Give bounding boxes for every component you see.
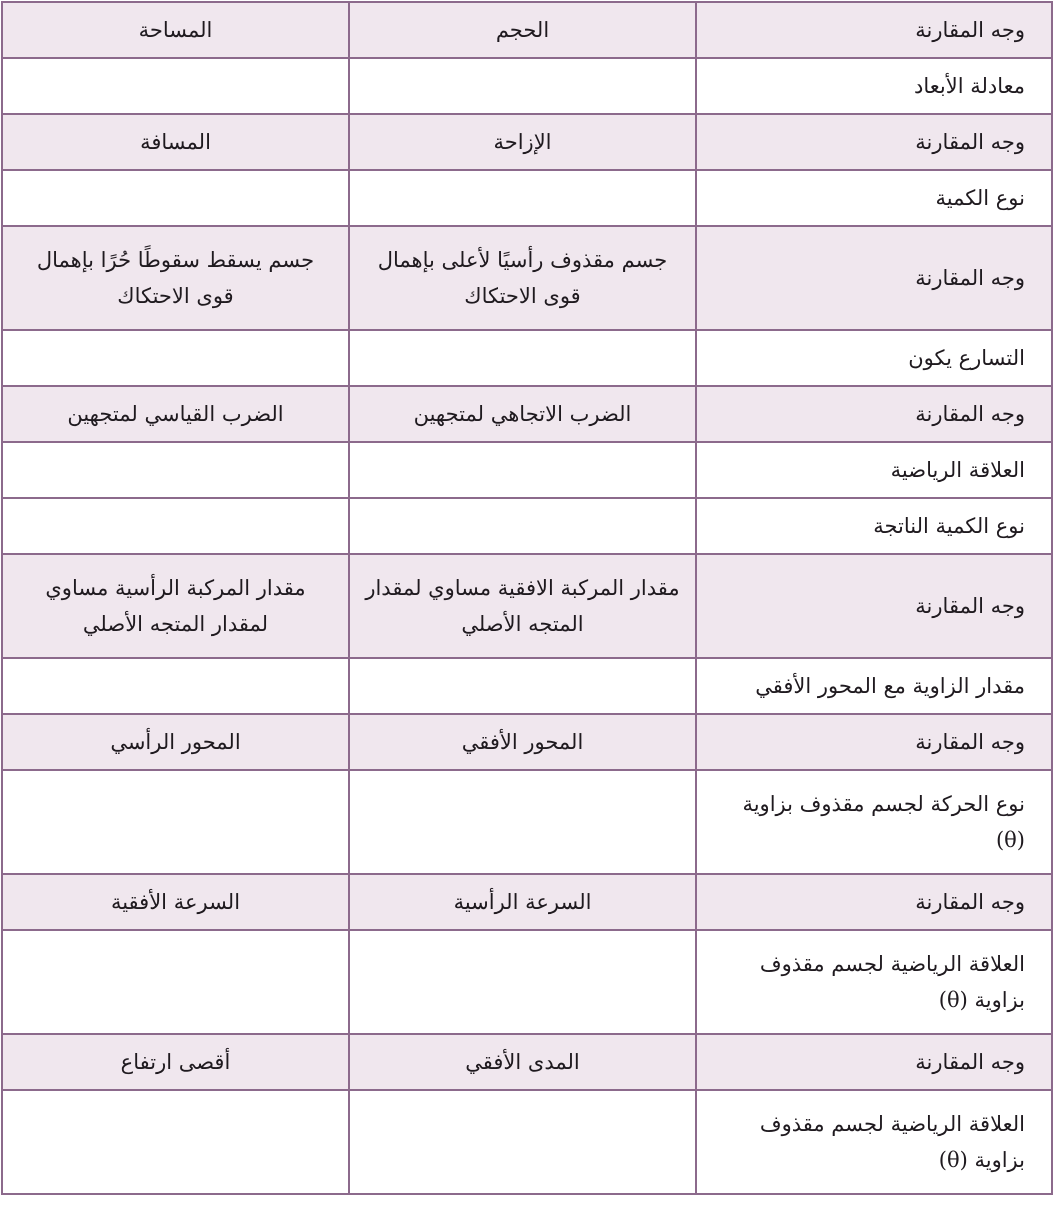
row-resulting-quantity-type	[2, 498, 1052, 554]
row-label: مقدار الزاوية مع المحور الأفقي	[696, 658, 1052, 714]
header-row-range-height	[2, 1034, 1052, 1090]
comparison-table	[1, 1, 1053, 1195]
header-row-projected-falling	[2, 226, 1052, 330]
column-heading: الضرب الاتجاهي لمتجهين	[349, 386, 696, 442]
answer-cell[interactable]	[349, 442, 696, 498]
row-label: وجه المقارنة	[696, 2, 1052, 58]
column-heading: جسم مقذوف رأسيًا لأعلى بإهمال قوى الاحتكاك	[349, 226, 696, 330]
header-row-components	[2, 554, 1052, 658]
answer-cell[interactable]	[2, 658, 349, 714]
answer-cell[interactable]	[2, 498, 349, 554]
row-quantity-type	[2, 170, 1052, 226]
answer-cell[interactable]	[349, 330, 696, 386]
header-row-velocities	[2, 874, 1052, 930]
answer-cell[interactable]	[2, 442, 349, 498]
header-row-cross-dot-product	[2, 386, 1052, 442]
row-label: وجه المقارنة	[696, 714, 1052, 770]
column-heading: أقصى ارتفاع	[2, 1034, 349, 1090]
column-heading: مقدار المركبة الافقية مساوي لمقدار المتجه الأصلي	[349, 554, 696, 658]
column-heading: المحور الأفقي	[349, 714, 696, 770]
row-label: وجه المقارنة	[696, 874, 1052, 930]
row-label: نوع الحركة لجسم مقذوف بزاوية (θ)	[696, 770, 1052, 874]
answer-cell[interactable]	[349, 170, 696, 226]
column-heading: المدى الأفقي	[349, 1034, 696, 1090]
answer-cell[interactable]	[349, 930, 696, 1034]
answer-cell[interactable]	[2, 330, 349, 386]
row-angle-with-horizontal	[2, 658, 1052, 714]
answer-cell[interactable]	[2, 170, 349, 226]
row-range-relation	[2, 1090, 1052, 1194]
row-label: العلاقة الرياضية لجسم مقذوف بزاوية (θ)	[696, 930, 1052, 1034]
row-label: التسارع يكون	[696, 330, 1052, 386]
column-heading: الإزاحة	[349, 114, 696, 170]
column-heading: الضرب القياسي لمتجهين	[2, 386, 349, 442]
row-label: وجه المقارنة	[696, 114, 1052, 170]
column-heading: المحور الرأسي	[2, 714, 349, 770]
answer-cell[interactable]	[2, 58, 349, 114]
row-dimension-equation	[2, 58, 1052, 114]
row-label: معادلة الأبعاد	[696, 58, 1052, 114]
answer-cell[interactable]	[349, 58, 696, 114]
column-heading: جسم يسقط سقوطًا حُرًا بإهمال قوى الاحتكاك	[2, 226, 349, 330]
column-heading: الحجم	[349, 2, 696, 58]
row-motion-type	[2, 770, 1052, 874]
column-heading: السرعة الرأسية	[349, 874, 696, 930]
row-label: العلاقة الرياضية لجسم مقذوف بزاوية (θ)	[696, 1090, 1052, 1194]
answer-cell[interactable]	[349, 770, 696, 874]
row-label: العلاقة الرياضية	[696, 442, 1052, 498]
row-acceleration	[2, 330, 1052, 386]
header-row-axes	[2, 714, 1052, 770]
column-heading: المساحة	[2, 2, 349, 58]
header-row-volume-area	[2, 2, 1052, 58]
column-heading: مقدار المركبة الرأسية مساوي لمقدار المتجه الأصلي	[2, 554, 349, 658]
row-label: وجه المقارنة	[696, 386, 1052, 442]
row-label: نوع الكمية الناتجة	[696, 498, 1052, 554]
row-math-relation	[2, 442, 1052, 498]
column-heading: المسافة	[2, 114, 349, 170]
header-row-displacement-distance	[2, 114, 1052, 170]
row-label: وجه المقارنة	[696, 554, 1052, 658]
row-label: نوع الكمية	[696, 170, 1052, 226]
answer-cell[interactable]	[2, 770, 349, 874]
answer-cell[interactable]	[349, 1090, 696, 1194]
row-label: وجه المقارنة	[696, 1034, 1052, 1090]
column-heading: السرعة الأفقية	[2, 874, 349, 930]
answer-cell[interactable]	[349, 498, 696, 554]
answer-cell[interactable]	[2, 930, 349, 1034]
answer-cell[interactable]	[349, 658, 696, 714]
row-label: وجه المقارنة	[696, 226, 1052, 330]
row-velocity-relation	[2, 930, 1052, 1034]
answer-cell[interactable]	[2, 1090, 349, 1194]
